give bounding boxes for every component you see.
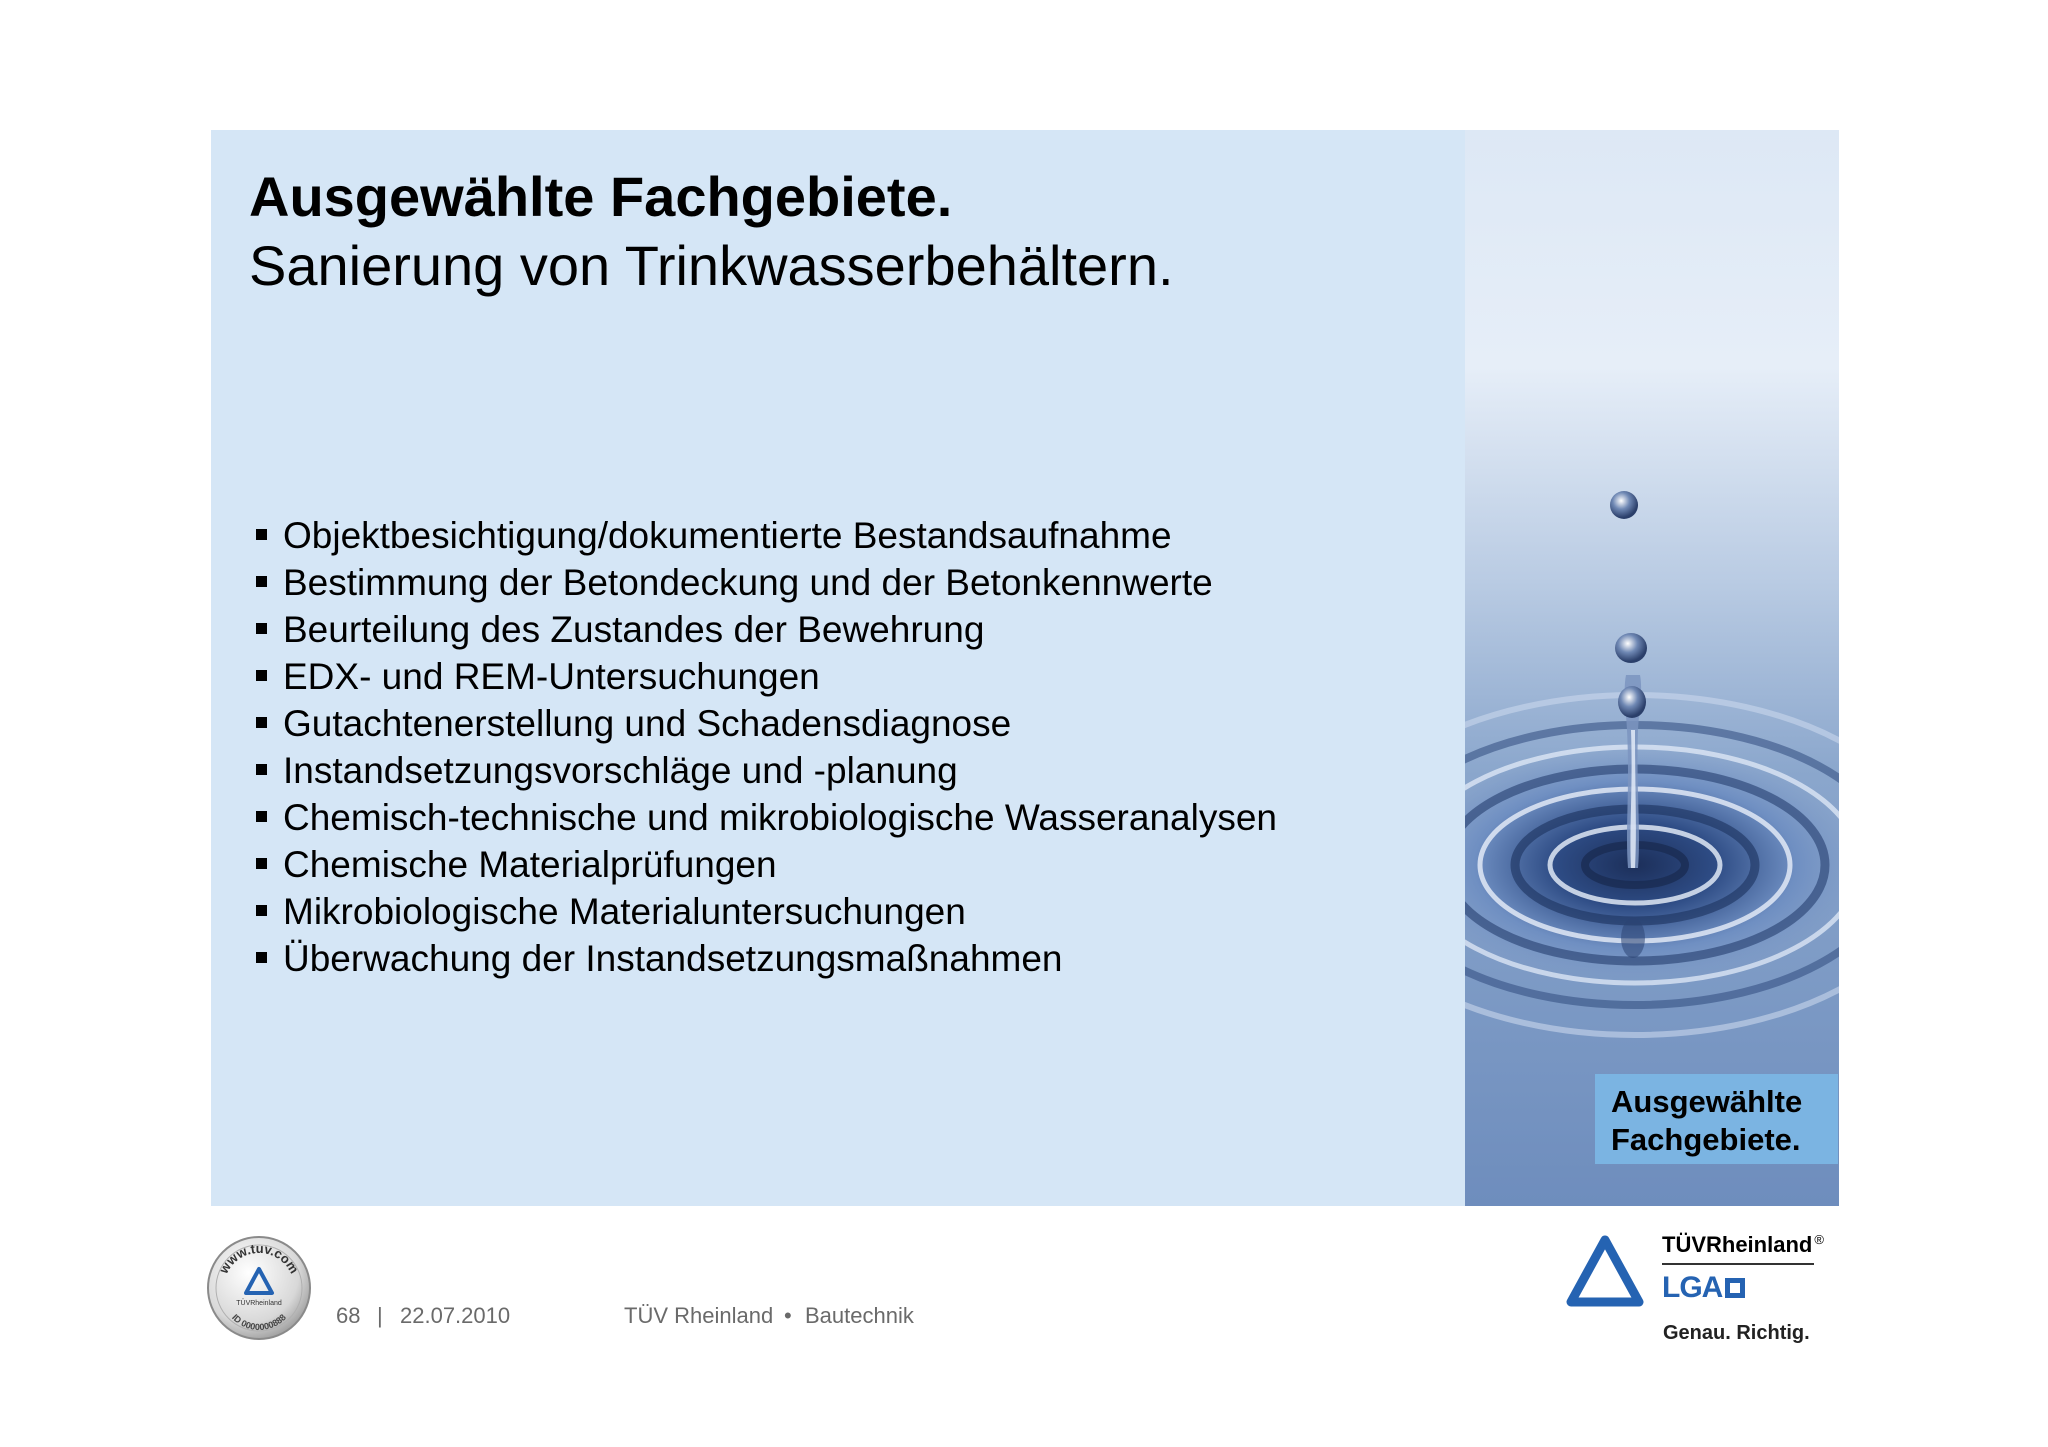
bullet-item	[254, 700, 1277, 747]
bullet-item	[254, 653, 1277, 700]
slide-title: Ausgewählte Fachgebiete.	[249, 165, 953, 228]
bullet-item	[254, 888, 1277, 935]
water-drop-illustration	[1465, 130, 1839, 1206]
footer-company: TÜV Rheinland	[624, 1303, 774, 1328]
footer-separator: |	[377, 1303, 383, 1328]
water-droplet-image	[1465, 130, 1839, 1206]
square-bullet-icon	[256, 811, 267, 822]
section-label-line1: Ausgewählte	[1611, 1084, 1803, 1119]
section-label-box	[1595, 1074, 1838, 1164]
square-bullet-icon	[256, 529, 267, 540]
page-number: 68	[336, 1303, 361, 1328]
footer-date: 22.07.2010	[400, 1303, 511, 1328]
slide-subtitle: Sanierung von Trinkwasserbehältern.	[249, 234, 1174, 297]
bullet-list	[254, 512, 1277, 982]
square-bullet-icon	[256, 905, 267, 916]
logo-tagline: Genau. Richtig.	[1663, 1322, 1810, 1344]
bullet-text: Mikrobiologische Materialuntersuchungen	[283, 891, 966, 932]
square-bullet-icon	[256, 764, 267, 775]
seal-name-text: TÜVRheinland	[236, 1300, 282, 1307]
square-bullet-icon	[256, 576, 267, 587]
bullet-text: Chemisch-technische und mikrobiologische Wasseranalysen	[283, 797, 1277, 838]
square-bullet-icon	[256, 623, 267, 634]
logo-brand-text: TÜVRheinland	[1662, 1232, 1813, 1257]
tuv-triangle-icon	[1565, 1234, 1645, 1314]
logo-lga	[1662, 1271, 1745, 1305]
logo-brand	[1662, 1232, 1824, 1258]
seal-url-text: www.tuv.com	[215, 1240, 302, 1277]
certification-seal-icon	[206, 1235, 312, 1341]
logo-divider	[1662, 1263, 1814, 1265]
bullet-text: Gutachtenerstellung und Schadensdiagnose	[283, 703, 1012, 744]
bullet-text: Überwachung der Instandsetzungsmaßnahmen	[283, 938, 1063, 979]
bullet-text: Instandsetzungsvorschläge und -planung	[283, 750, 958, 791]
square-bullet-icon	[256, 858, 267, 869]
square-bullet-icon	[256, 717, 267, 728]
square-bullet-icon	[256, 670, 267, 681]
bullet-item	[254, 559, 1277, 606]
bullet-item	[254, 794, 1277, 841]
bullet-item	[254, 512, 1277, 559]
bullet-text: Bestimmung der Betondeckung und der Betonkennwerte	[283, 562, 1213, 603]
bullet-item	[254, 747, 1277, 794]
bullet-text: Objektbesichtigung/dokumentierte Bestandsaufnahme	[283, 515, 1172, 556]
logo-lga-text: LGA	[1662, 1271, 1723, 1304]
section-label-line2: Fachgebiete.	[1611, 1122, 1801, 1157]
bullet-item	[254, 841, 1277, 888]
lga-square-icon	[1725, 1278, 1745, 1298]
footer-department: Bautechnik	[805, 1303, 914, 1328]
bullet-item	[254, 606, 1277, 653]
bullet-text: Chemische Materialprüfungen	[283, 844, 777, 885]
seal-id-text: ID 0000000888	[230, 1312, 288, 1333]
registered-mark: ®	[1814, 1232, 1824, 1247]
square-bullet-icon	[256, 952, 267, 963]
footer-dot: •	[784, 1303, 792, 1328]
bullet-text: EDX- und REM-Untersuchungen	[283, 656, 820, 697]
bullet-text: Beurteilung des Zustandes der Bewehrung	[283, 609, 985, 650]
bullet-item	[254, 935, 1277, 982]
